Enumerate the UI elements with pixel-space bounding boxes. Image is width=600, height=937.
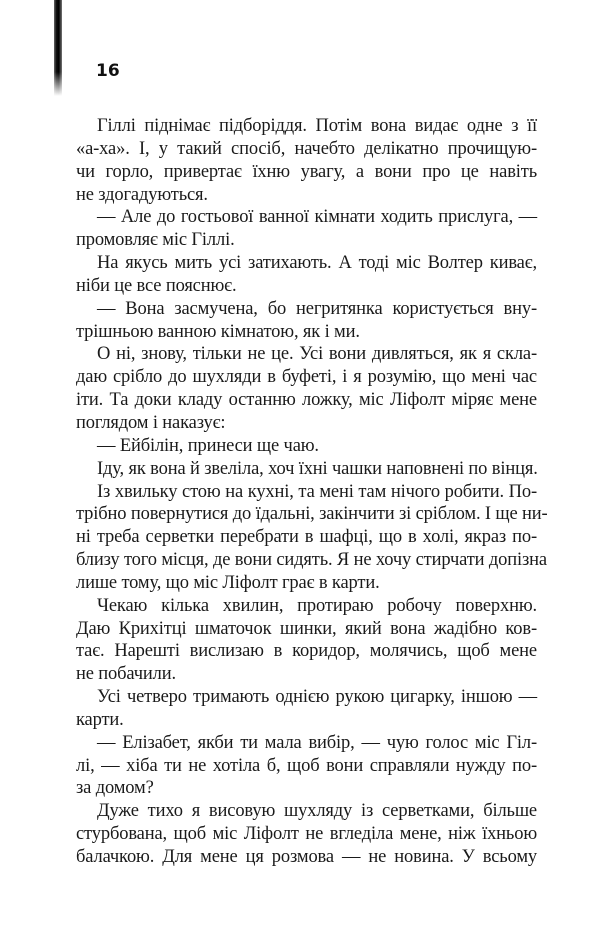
text-line: трішньою ванною кімнатою, як і ми. (76, 321, 360, 342)
text-line: Усі четверо тримають однією рукою цигарку, іншою — (97, 687, 537, 708)
text-line: Даю Крихітці шматочок шинки, який вона жадібно ков- (76, 618, 537, 639)
text-line: Чекаю кілька хвилин, протираю робочу поверхню. (97, 595, 537, 616)
text-line: поглядом і наказує: (76, 412, 226, 433)
text-line: На якусь мить усі затихають. А тоді міс Волтер киває, (97, 253, 537, 274)
text-line: ніби це все пояснює. (76, 275, 237, 296)
text-line: Гіллі піднімає підборіддя. Потім вона видає одне з її (97, 116, 537, 136)
paragraph (76, 343, 537, 434)
text-line: лі, — хіба ти не хотіла б, щоб вони справляли нужду по- (76, 755, 537, 776)
text-line: не здогадуються. (76, 184, 208, 205)
text-line: — Вона засмучена, бо негритянка користується вну- (97, 298, 537, 319)
paragraph (76, 435, 537, 458)
paragraph (76, 458, 537, 481)
text-line: — Елізабет, якби ти мала вибір, — чую голос міс Гіл- (97, 732, 537, 753)
text-line: чи горло, привертає їхню увагу, а вони про це навіть (76, 161, 537, 182)
text-line: балачкою. Для мене ця розмова — не новина. У всьому (76, 847, 537, 867)
text-line: близу того місця, де вони сидять. Я не хочу стирчати допізна (76, 550, 547, 571)
text-line: даю срібло до шухляди в буфеті, і я розумію, що мені час (76, 367, 537, 388)
paragraph (76, 206, 537, 252)
text-line: не побачили. (76, 664, 176, 685)
page-edge-mark (54, 0, 62, 96)
body-text (76, 115, 548, 869)
page-number: 16 (96, 61, 120, 81)
text-line: промовляє міс Гіллі. (76, 230, 235, 251)
text-line: іти. Та доки кладу останню ложку, міс Ліфолт міряє мене (76, 390, 537, 411)
text-line: О ні, знову, тільки не це. Усі вони дивляться, як я скла- (97, 344, 537, 365)
text-line: Дуже тихо я висовую шухляду із серветками, більше (97, 801, 537, 822)
paragraph (76, 595, 537, 686)
text-line: — Але до гостьової ванної кімнати ходить прислуга, — (97, 207, 537, 228)
paragraph (76, 252, 537, 298)
paragraph (76, 298, 537, 344)
text-line: «а-ха». І, у такий спосіб, начебто делікатно прочищую- (76, 138, 537, 159)
paragraph (76, 732, 537, 801)
text-line: трібно повернутися до їдальні, закінчити зі сріблом. І ще ни- (76, 504, 548, 525)
paragraph (76, 481, 548, 595)
text-line: стурбована, щоб міс Ліфолт не вгледіла мене, ніж їхньою (76, 824, 537, 845)
paragraph (76, 686, 537, 732)
text-line: Іду, як вона й звеліла, хоч їхні чашки наповнені по вінця. (97, 458, 538, 479)
paragraph (76, 115, 537, 206)
paragraph (76, 800, 537, 869)
text-line: Із хвильку стою на кухні, та мені там нічого робити. По- (97, 481, 537, 502)
text-line: лише тому, що міс Ліфолт грає в карти. (76, 572, 380, 593)
text-line: тає. Нарешті вислизаю в коридор, молячись, щоб мене (76, 641, 537, 662)
text-line: карти. (76, 709, 124, 730)
text-line: ні треба серветки перебрати в шафці, що в холі, якраз по- (76, 527, 537, 548)
text-line: за домом? (76, 778, 154, 799)
text-line: — Ейбілін, принеси ще чаю. (97, 435, 319, 456)
